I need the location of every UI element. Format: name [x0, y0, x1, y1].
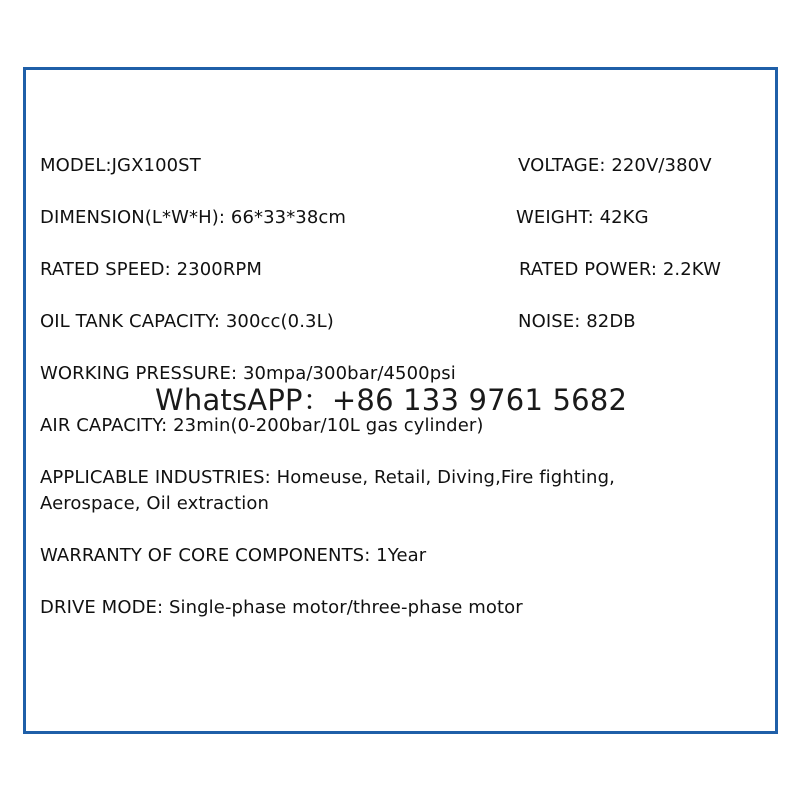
spec-weight [516, 207, 649, 229]
spec-rated-power-value: 2.2KW [657, 259, 721, 280]
spec-model [40, 155, 201, 177]
spec-weight-value: 42KG [593, 207, 649, 228]
spec-air-capacity-value: 23min(0-200bar/10L gas cylinder) [167, 415, 484, 436]
spec-rated-speed [40, 259, 262, 281]
spec-warranty-value: 1Year [370, 545, 427, 566]
spec-voltage [518, 155, 712, 177]
spec-voltage-label: VOLTAGE: [518, 155, 606, 176]
spec-air-capacity-label: AIR CAPACITY: [40, 415, 168, 436]
spec-drive-mode-value: Single-phase motor/three-phase motor [163, 597, 523, 618]
spec-working-pressure-value: 30mpa/300bar/4500psi [237, 363, 456, 384]
spec-oil-tank-value: 300cc(0.3L) [220, 311, 334, 332]
spec-dimension [40, 207, 346, 229]
spec-noise [518, 311, 636, 333]
spec-dimension-value: 66*33*38cm [225, 207, 347, 228]
spec-industries [40, 465, 700, 517]
spec-warranty-label: WARRANTY OF CORE COMPONENTS: [40, 545, 371, 566]
spec-dimension-label: DIMENSION(L*W*H): [40, 207, 226, 228]
spec-industries-label: APPLICABLE INDUSTRIES: [40, 467, 271, 488]
whatsapp-watermark: WhatsAPP：+86 133 9761 5682 [155, 383, 628, 417]
spec-voltage-value: 220V/380V [605, 155, 712, 176]
spec-drive-mode-label: DRIVE MODE: [40, 597, 164, 618]
spec-drive-mode [40, 597, 523, 619]
spec-working-pressure-label: WORKING PRESSURE: [40, 363, 238, 384]
spec-noise-label: NOISE: [518, 311, 581, 332]
spec-model-value: JGX100ST [111, 155, 201, 176]
spec-rated-power-label: RATED POWER: [519, 259, 658, 280]
spec-warranty [40, 545, 426, 567]
spec-air-capacity [40, 415, 484, 437]
spec-weight-label: WEIGHT: [516, 207, 594, 228]
spec-oil-tank-label: OIL TANK CAPACITY: [40, 311, 221, 332]
spec-noise-value: 82DB [580, 311, 636, 332]
spec-rated-speed-label: RATED SPEED: [40, 259, 171, 280]
spec-industries-value: Homeuse, Retail, Diving,Fire fighting, Aerospace, Oil extraction [40, 467, 615, 514]
spec-model-label: MODEL: [40, 155, 112, 176]
spec-rated-power [519, 259, 721, 281]
spec-rated-speed-value: 2300RPM [170, 259, 263, 280]
spec-oil-tank [40, 311, 334, 333]
